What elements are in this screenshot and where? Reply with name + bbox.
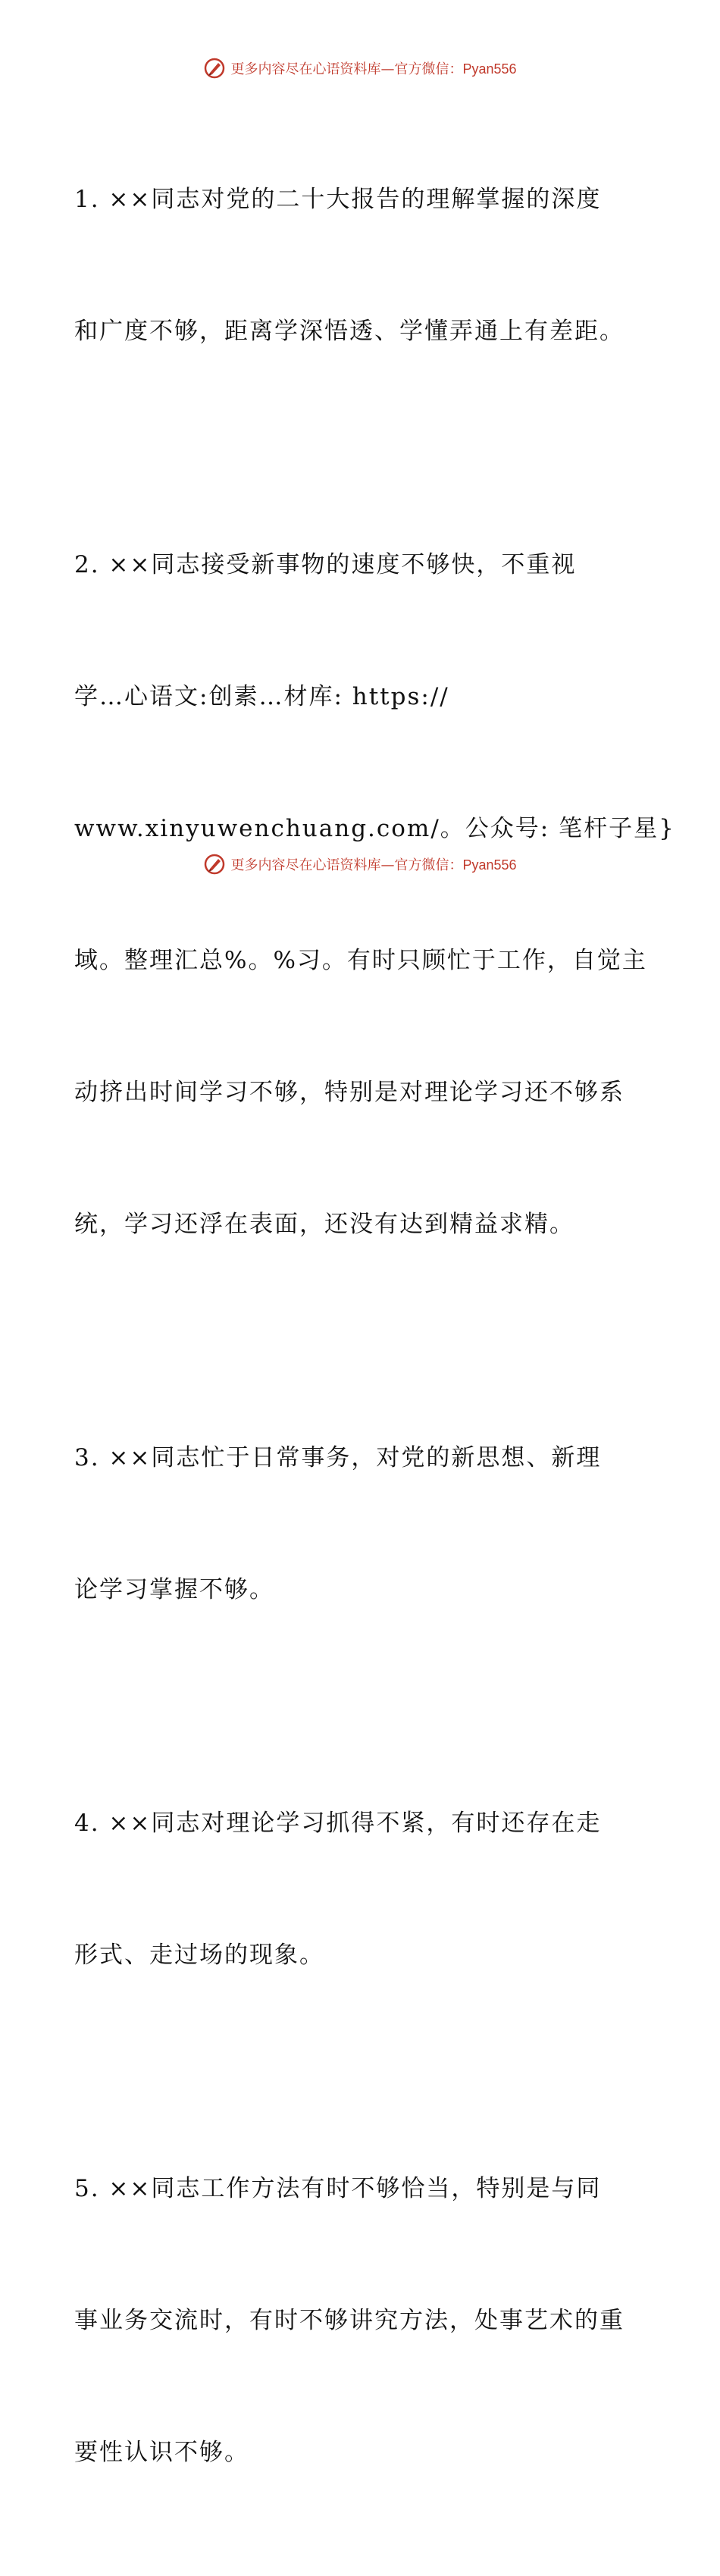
banner-wechat-label: 官方微信： bbox=[394, 857, 463, 873]
paragraph-line: 2. ××同志接受新事物的速度不够快，不重视 bbox=[74, 551, 577, 578]
paragraph-line: 论学习掌握不够。 bbox=[74, 1576, 274, 1603]
footer-banner bbox=[0, 849, 720, 879]
paragraph-4 bbox=[74, 1713, 650, 2065]
paragraph-3 bbox=[74, 1348, 650, 1700]
banner-separator: — bbox=[380, 857, 395, 873]
banner-wechat-id: Pyan556 bbox=[462, 61, 517, 77]
paragraph-line: www.xinyuwenchuang.com/。公众号: 笔杆子星} bbox=[74, 815, 675, 842]
paragraph-line: 3. ××同志忙于日常事务，对党的新思想、新理 bbox=[74, 1444, 602, 1471]
paragraph-line: 4. ××同志对理论学习抓得不紧，有时还存在走 bbox=[74, 1810, 602, 1837]
banner-wechat-label: 官方微信： bbox=[394, 61, 463, 77]
banner-text bbox=[230, 854, 516, 874]
paragraph-2 bbox=[74, 455, 675, 1334]
header-banner bbox=[0, 53, 720, 83]
document-body bbox=[74, 89, 675, 2576]
paragraph-line: 域。整理汇总%。%习。有时只顾忙于工作，自觉主 bbox=[74, 947, 647, 974]
paragraph-line: 事业务交流时，有时不够讲究方法，处事艺术的重 bbox=[74, 2307, 625, 2334]
banner-text bbox=[230, 58, 516, 78]
pen-logo-icon bbox=[203, 853, 226, 876]
paragraph-5 bbox=[74, 2079, 650, 2562]
banner-main-text: 更多内容尽在心语资料库 bbox=[230, 857, 381, 873]
paragraph-line: 形式、走过场的现象。 bbox=[74, 1941, 324, 1969]
paragraph-line: 和广度不够，距离学深悟透、学懂弄通上有差距。 bbox=[74, 318, 625, 345]
paragraph-line: 5. ××同志工作方法有时不够恰当，特别是与同 bbox=[74, 2175, 602, 2202]
paragraph-line: 1. ××同志对党的二十大报告的理解掌握的深度 bbox=[74, 186, 602, 213]
banner-main-text: 更多内容尽在心语资料库 bbox=[230, 61, 381, 77]
paragraph-line: 动挤出时间学习不够，特别是对理论学习还不够系 bbox=[74, 1079, 625, 1106]
paragraph-line: 统，学习还浮在表面，还没有达到精益求精。 bbox=[74, 1211, 574, 1238]
paragraph-line: 学…心语文:创素…材库: https:// bbox=[74, 683, 449, 710]
banner-separator: — bbox=[380, 61, 395, 77]
banner-wechat-id: Pyan556 bbox=[462, 857, 517, 873]
paragraph-line: 要性认识不够。 bbox=[74, 2439, 249, 2466]
pen-logo-icon bbox=[203, 57, 226, 80]
paragraph-1 bbox=[74, 89, 650, 441]
